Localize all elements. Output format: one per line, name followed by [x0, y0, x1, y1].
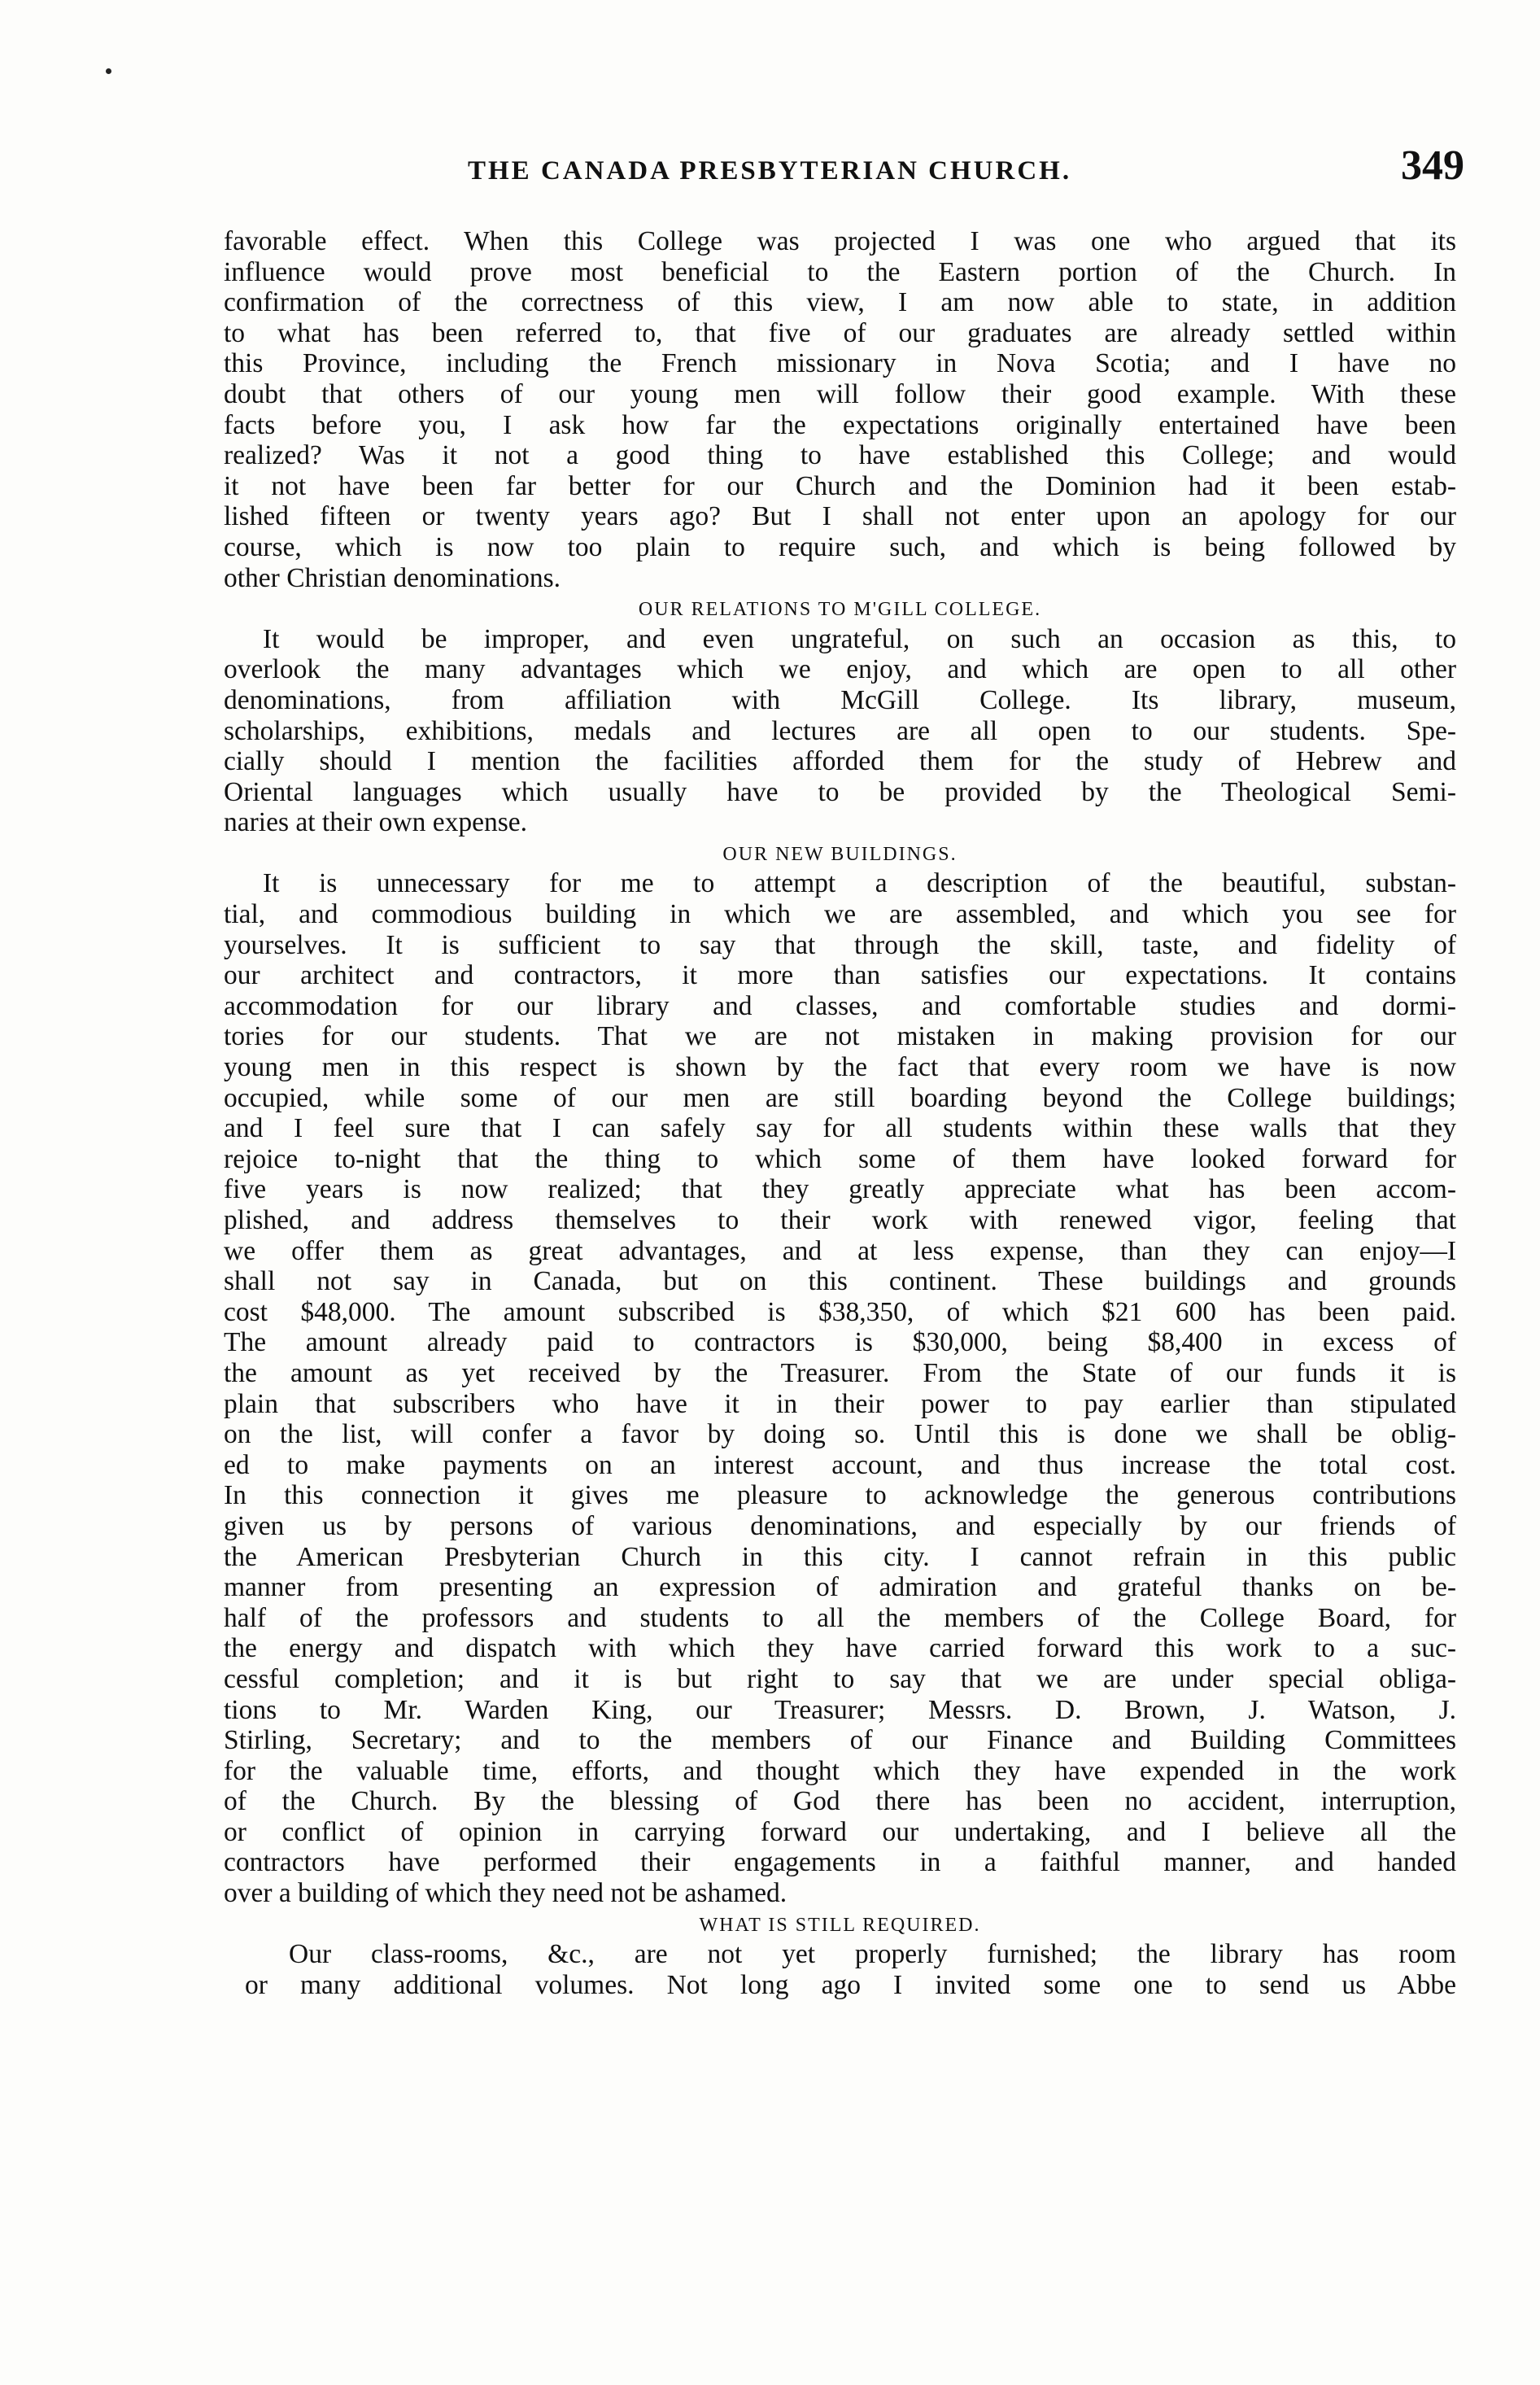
text-line: ed to make payments on an interest account, and thus increase the total cost.: [224, 1449, 1456, 1480]
text-line: yourselves. It is sufficient to say that through the skill, taste, and fidelity of: [224, 929, 1456, 960]
stray-ink-dot: [106, 68, 111, 74]
text-line: It would be improper, and even ungrateful, on such an occasion as this, to: [263, 623, 1456, 654]
text-line: scholarships, exhibitions, medals and lectures are all open to our students. Spe-: [224, 715, 1456, 746]
text-line: shall not say in Canada, but on this continent. These buildings and grounds: [224, 1266, 1456, 1297]
text-line: influence would prove most beneficial to the Eastern portion of the Church. In: [224, 256, 1456, 287]
text-line: and I feel sure that I can safely say for all students within these walls that they: [224, 1113, 1456, 1144]
text-line: five years is now realized; that they greatly appreciate what has been accom-: [224, 1174, 1456, 1205]
text-line: on the list, will confer a favor by doing so. Until this is done we shall be oblig-: [224, 1419, 1456, 1450]
text-line: we offer them as great advantages, and at less expense, than they can enjoy—I: [224, 1235, 1456, 1266]
text-line: the amount as yet received by the Treasurer. From the State of our funds it is: [224, 1357, 1456, 1388]
text-line: confirmation of the correctness of this view, I am now able to state, in addition: [224, 287, 1456, 318]
text-line: course, which is now too plain to require such, and which is being followed by: [224, 531, 1456, 562]
text-line: Stirling, Secretary; and to the members of our Finance and Building Committees: [224, 1725, 1456, 1756]
text-line: overlook the many advantages which we enjoy, and which are open to all other: [224, 654, 1456, 685]
body-text: [224, 226, 1456, 2000]
text-line: or conflict of opinion in carrying forward our undertaking, and I believe all the: [224, 1816, 1456, 1847]
text-line: contractors have performed their engagements in a faithful manner, and handed: [224, 1847, 1456, 1878]
paragraph-4: [224, 1939, 1456, 2000]
text-line: occupied, while some of our men are still boarding beyond the College buildings;: [224, 1082, 1456, 1113]
text-line: tories for our students. That we are not mistaken in making provision for our: [224, 1021, 1456, 1052]
text-line: given us by persons of various denominations, and especially by our friends of: [224, 1510, 1456, 1541]
text-line: The amount already paid to contractors is $30,000, being $8,400 in excess of: [224, 1327, 1456, 1358]
section-heading: OUR RELATIONS TO M'GILL COLLEGE.: [638, 599, 1042, 621]
text-line: half of the professors and students to all the members of the College Board, for: [224, 1602, 1456, 1633]
text-line: plain that subscribers who have it in their power to pay earlier than stipulated: [224, 1388, 1456, 1419]
text-line: rejoice to-night that the thing to which some of them have looked forward for: [224, 1143, 1456, 1174]
text-line: cost $48,000. The amount subscribed is $38,350, of which $21 600 has been paid.: [224, 1296, 1456, 1327]
text-line: other Christian denominations.: [224, 562, 561, 593]
text-line: manner from presenting an expression of admiration and grateful thanks on be-: [224, 1572, 1456, 1603]
text-line: doubt that others of our young men will follow their good example. With these: [224, 378, 1456, 409]
text-line: young men in this respect is shown by the fact that every room we have is now: [224, 1052, 1456, 1083]
text-line: or many additional volumes. Not long ago I invited some one to send us Abbe: [245, 1969, 1456, 2000]
text-line: cially should I mention the facilities afforded them for the study of Hebrew and: [224, 746, 1456, 777]
paragraph-3: [224, 868, 1456, 1908]
text-line: facts before you, I ask how far the expectations originally entertained have been: [224, 409, 1456, 440]
text-line: tions to Mr. Warden King, our Treasurer; Messrs. D. Brown, J. Watson, J.: [224, 1694, 1456, 1725]
text-line: this Province, including the French missionary in Nova Scotia; and I have no: [224, 348, 1456, 379]
section-heading: OUR NEW BUILDINGS.: [722, 843, 958, 865]
paragraph-2: [224, 624, 1456, 838]
paragraph-1: [224, 226, 1456, 593]
text-line: our architect and contractors, it more than satisfies our expectations. It contains: [224, 960, 1456, 991]
text-line: In this connection it gives me pleasure to acknowledge the generous contributions: [224, 1480, 1456, 1511]
text-line: accommodation for our library and classes, and comfortable studies and dormi-: [224, 990, 1456, 1021]
text-line: lished fifteen or twenty years ago? But I shall not enter upon an apology for our: [224, 501, 1456, 532]
text-line: over a building of which they need not be ashamed.: [224, 1878, 787, 1909]
text-line: it not have been far better for our Church and the Dominion had it been estab-: [224, 470, 1456, 501]
text-line: Oriental languages which usually have to be provided by the Theological Semi-: [224, 776, 1456, 807]
text-line: for the valuable time, efforts, and thought which they have expended in the work: [224, 1755, 1456, 1786]
text-line: Our class-rooms, &c., are not yet properly furnished; the library has room: [289, 1939, 1456, 1970]
text-line: denominations, from affiliation with McGill College. Its library, museum,: [224, 684, 1456, 715]
text-line: plished, and address themselves to their work with renewed vigor, feeling that: [224, 1205, 1456, 1235]
text-line: of the Church. By the blessing of God there has been no accident, interruption,: [224, 1786, 1456, 1817]
running-title: THE CANADA PRESBYTERIAN CHURCH.: [468, 156, 1072, 186]
running-head: [224, 142, 1464, 195]
text-line: the energy and dispatch with which they have carried forward this work to a suc-: [224, 1633, 1456, 1664]
text-line: cessful completion; and it is but right to say that we are under special obliga-: [224, 1663, 1456, 1694]
page-number: 349: [1401, 142, 1464, 189]
text-line: It is unnecessary for me to attempt a description of the beautiful, substan-: [263, 868, 1456, 899]
text-line: tial, and commodious building in which we are assembled, and which you see for: [224, 899, 1456, 930]
section-heading: WHAT IS STILL REQUIRED.: [699, 1914, 981, 1936]
text-line: the American Presbyterian Church in this city. I cannot refrain in this public: [224, 1541, 1456, 1572]
text-line: to what has been referred to, that five of our graduates are already settled within: [224, 317, 1456, 348]
text-line: favorable effect. When this College was projected I was one who argued that its: [224, 226, 1456, 256]
text-line: realized? Was it not a good thing to have established this College; and would: [224, 440, 1456, 471]
text-line: naries at their own expense.: [224, 807, 528, 838]
